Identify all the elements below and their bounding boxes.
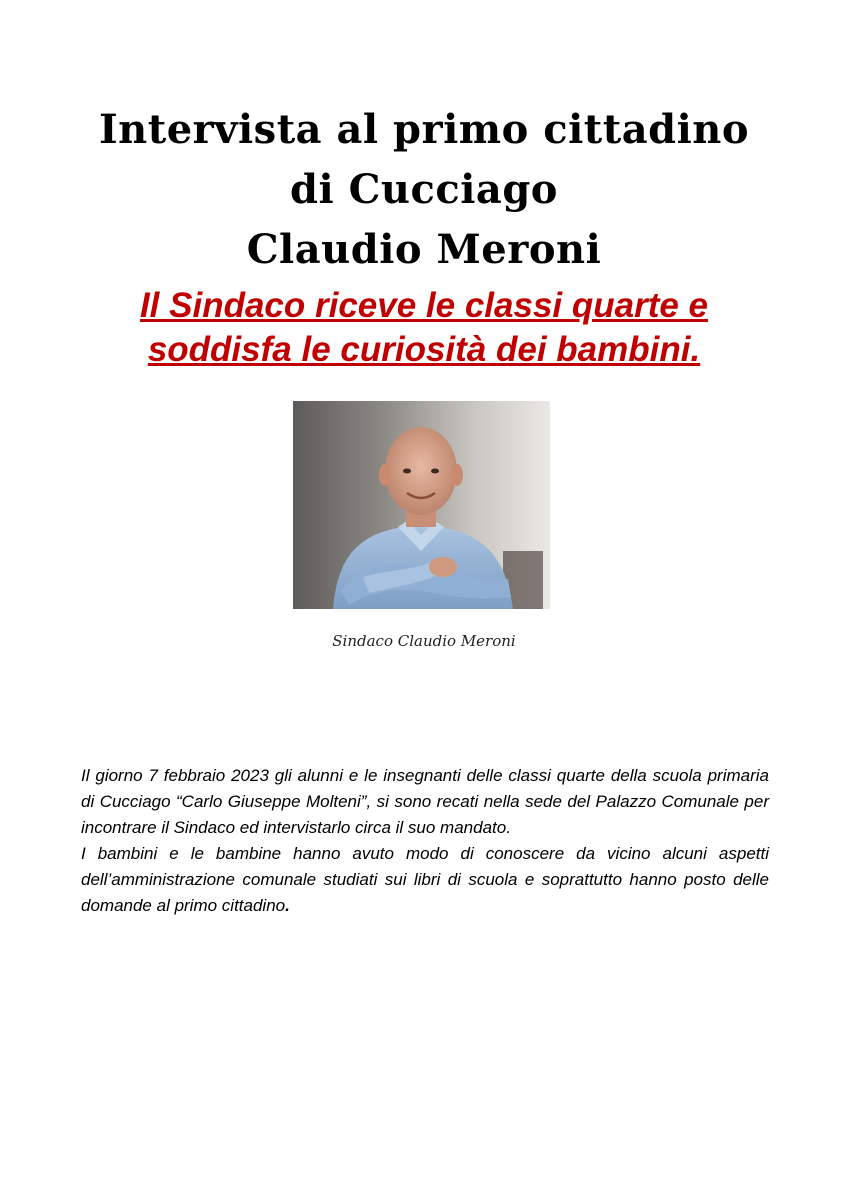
subtitle-line-2: soddisfa le curiosità dei bambini.	[147, 330, 701, 369]
mayor-photo	[293, 401, 550, 609]
title-line-1: Intervista al primo cittadino	[98, 106, 750, 153]
article-paragraph-2-text: I bambini e le bambine hanno avuto modo di conoscere da vicino alcuni aspetti dell’amministrazione comunale studiati sui libri di scuola e soprattutto hanno posto delle domande al primo cittadino	[81, 844, 769, 915]
article-paragraph-2	[81, 841, 769, 919]
title-block	[0, 100, 848, 280]
photo-caption: Sindaco Claudio Meroni	[332, 632, 516, 650]
subtitle	[60, 284, 788, 372]
title-line-3: Claudio Meroni	[246, 226, 602, 273]
article-paragraph-1: Il giorno 7 febbraio 2023 gli alunni e le insegnanti delle classi quarte della scuola primaria di Cucciago “Carlo Giuseppe Molteni”, si sono recati nella sede del Palazzo Comunale per incontrare il Sindaco ed intervistarlo circa il suo mandato.	[81, 766, 769, 837]
title-line-2: di Cucciago	[290, 166, 558, 213]
mayor-portrait-illustration	[293, 401, 550, 609]
subtitle-line-1: Il Sindaco riceve le classi quarte e	[139, 286, 709, 325]
article-paragraph-2-end: .	[285, 896, 290, 915]
article-body	[81, 763, 769, 919]
